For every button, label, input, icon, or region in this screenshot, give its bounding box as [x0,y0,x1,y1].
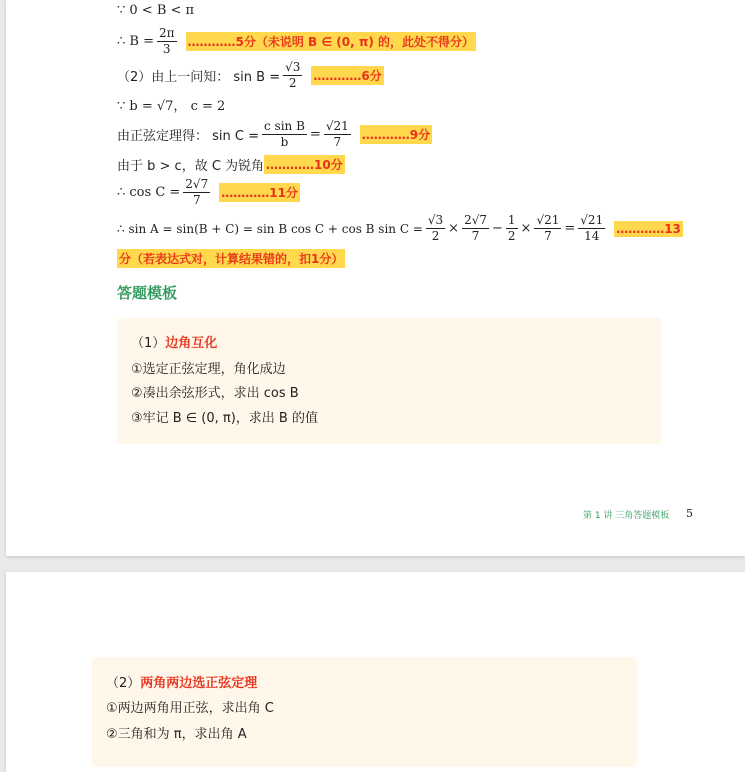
solution-line [117,177,300,208]
denominator: 3 [162,42,171,56]
template-box [92,657,637,767]
score-highlight: …………11分 [219,183,300,202]
fraction [157,26,177,57]
numerator: √21 [580,213,604,227]
template-title [131,332,217,351]
denominator: b [280,135,289,149]
math-text: （2）由上一问知： sin B = [117,70,281,85]
template-title-text: 边角互化 [165,336,218,351]
template-number: （1） [131,336,166,351]
math-text: ∵ 0 < B < π [117,3,195,18]
numerator: 2√7 [185,177,209,191]
denominator: 14 [584,229,600,243]
score-highlight: …………10分 [264,155,345,174]
document-page-1 [6,0,745,556]
template-title-text: 两角两边选正弦定理 [140,676,258,691]
numerator: √21 [536,213,560,227]
template-number: （2） [106,676,141,691]
solution-line [117,60,384,91]
math-text: 由于 b > c，故 C 为锐角 [117,159,265,174]
score-highlight: …………5分（未说明 B ∈ (0, π) 的，此处不得分） [186,32,477,51]
numerator: 2π [158,26,175,40]
fraction [462,213,489,244]
math-text: ∴ cos C = [117,185,181,200]
template-step: ②三角和为 π，求出角 A [106,727,247,742]
fraction [183,177,210,208]
numerator: 1 [507,213,516,227]
template-title [106,672,257,691]
solution-line [117,213,683,244]
denominator: 7 [333,135,342,149]
fraction [426,213,445,244]
fraction [262,119,307,150]
solution-line [117,95,225,114]
math-text: ∴ B = [117,34,154,49]
denominator: 2 [507,229,516,243]
times-sign: × [520,221,532,236]
denominator: 7 [544,229,552,243]
numerator: √21 [325,119,349,133]
document-page-2 [6,572,745,772]
equals-sign: = [309,127,321,142]
numerator: √3 [285,60,301,74]
solution-line [117,249,345,268]
fraction [506,213,518,244]
page-footer: 第 1 讲 三角答题模板 [583,511,670,521]
template-step: ③牢记 B ∈ (0, π)，求出 B 的值 [131,411,318,426]
score-highlight: …………9分 [360,125,432,144]
math-text: 由正弦定理得： sin C = [117,129,259,144]
equals-sign: = [564,221,576,236]
denominator: 2 [288,76,297,90]
denominator: 7 [192,193,201,207]
math-text: ∴ sin A = sin(B + C) = sin B cos C + cos B sin C = [117,221,423,236]
times-sign: × [448,221,460,236]
section-heading: 答题模板 [117,284,178,302]
score-highlight: …………6分 [311,66,383,85]
fraction [324,119,351,150]
denominator: 2 [431,229,440,243]
solution-line [117,26,476,57]
template-step: ①选定正弦定理，角化成边 [131,362,286,377]
fraction [283,60,302,91]
fraction [534,213,561,244]
math-text: ∵ b = √7， c = 2 [117,99,226,114]
solution-line [117,119,432,150]
page-number: 5 [686,507,693,520]
numerator: √3 [427,213,444,227]
template-step: ②凑出余弦形式，求出 cos B [131,386,299,401]
template-box [117,318,662,444]
score-highlight: 分（若表达式对，计算结果错的，扣1分） [117,249,345,268]
score-highlight: …………13 [616,221,681,236]
denominator: 7 [471,229,480,243]
numerator: c sin B [264,119,305,133]
fraction [578,213,605,244]
template-step: ①两边两角用正弦，求出角 C [106,701,274,716]
minus-sign: − [492,221,503,236]
solution-line [117,3,194,18]
solution-line [117,155,345,174]
numerator: 2√7 [464,213,487,227]
